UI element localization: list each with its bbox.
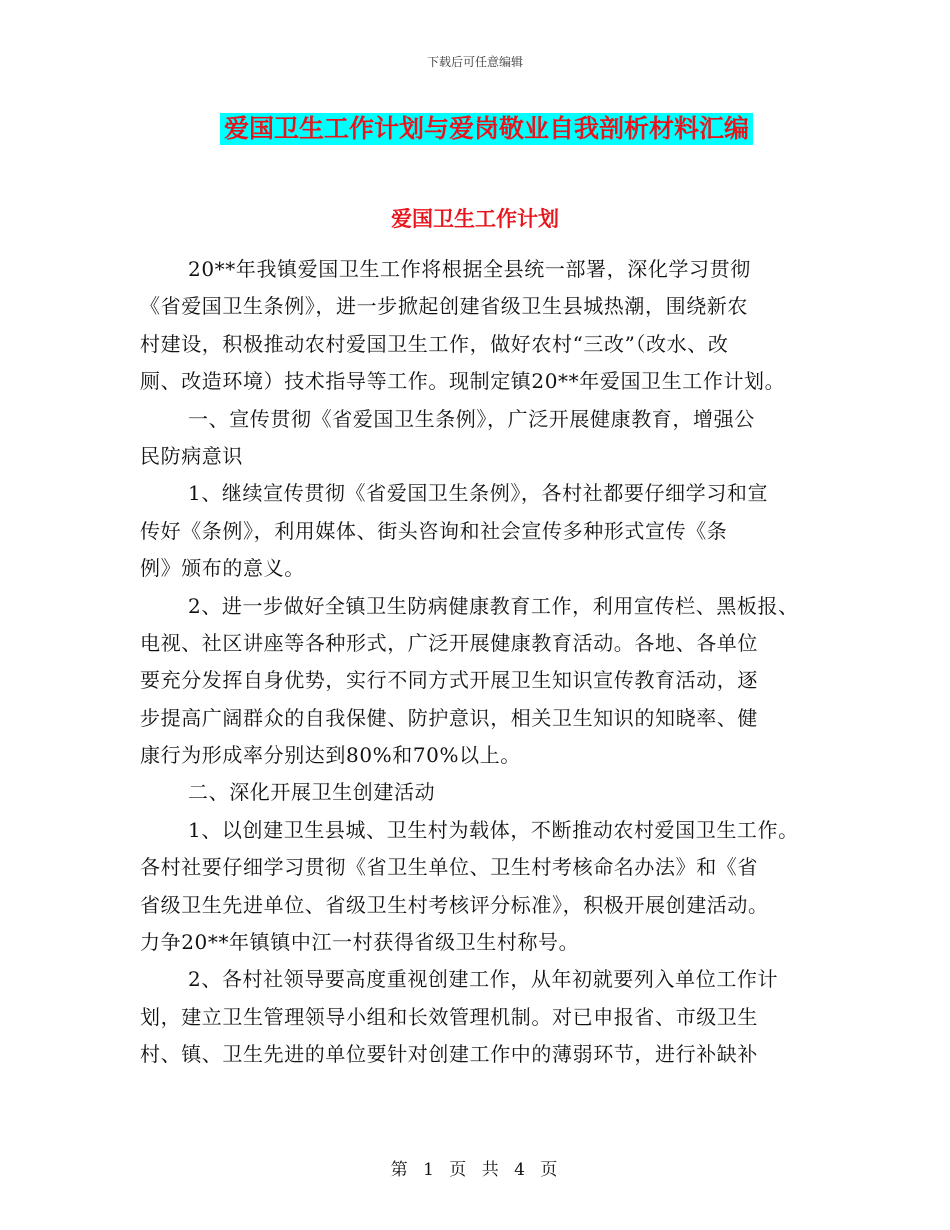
paragraph-line: 20**年我镇爱国卫生工作将根据全县统一部署，深化学习贯彻 [188,257,751,281]
paragraph-line: 村建设，积极推动农村爱国卫生工作，做好农村“三改”（改水、改 [140,331,729,356]
paragraph-line: 力争20**年镇镇中江一村获得省级卫生村称号。 [140,930,580,955]
paragraph-line: 要充分发挥自身优势，实行不同方式开展卫生知识宣传教育活动，逐 [140,668,758,693]
paragraph-line: 2、进一步做好全镇卫生防病健康教育工作，利用宣传栏、黑板报、 [188,593,799,618]
document-title: 爱国卫生工作计划与爱岗敬业自我剖析材料汇编 [220,113,753,145]
page-footer: 第 1 页 共 4 页 [390,1160,560,1180]
paragraph-line: 例》颁布的意义。 [140,556,305,581]
header-note: 下载后可任意编辑 [426,55,523,69]
paragraph-line: 康行为形成率分别达到80%和70%以上。 [140,743,521,768]
body-text [140,251,840,1074]
paragraph-line: 村、镇、卫生先进的单位要针对创建工作中的薄弱环节，进行补缺补 [140,1042,758,1067]
paragraph-line: 1、以创建卫生县城、卫生村为载体，不断推动农村爱国卫生工作。 [188,817,799,842]
paragraph-line: 2、各村社领导要高度重视创建工作，从年初就要列入单位工作计 [188,967,779,992]
paragraph-line: 省级卫生先进单位、省级卫生村考核评分标准》，积极开展创建活动。 [140,892,769,917]
heading-line: 二、深化开展卫生创建活动 [188,780,436,805]
paragraph-line: 各村社要仔细学习贯彻《省卫生单位、卫生村考核命名办法》和《省 [140,855,758,880]
paragraph-line: 步提高广阔群众的自我保健、防护意识，相关卫生知识的知晓率、健 [140,705,758,730]
paragraph-line: 电视、社区讲座等各种形式，广泛开展健康教育活动。各地、各单位 [140,630,758,655]
paragraph-line: 《省爱国卫生条例》，进一步掀起创建省级卫生县城热潮，围绕新农 [140,294,748,319]
paragraph-line: 传好《条例》，利用媒体、街头咨询和社会宣传多种形式宣传《条 [140,518,728,543]
paragraph-line: 划，建立卫生管理领导小组和长效管理机制。对已申报省、市级卫生 [140,1004,758,1029]
paragraph-line: 1、继续宣传贯彻《省爱国卫生条例》，各村社都要仔细学习和宣 [188,481,769,506]
paragraph-line: 厕、改造环境）技术指导等工作。现制定镇20**年爱国卫生工作计划。 [140,369,786,394]
heading-line: 一、宣传贯彻《省爱国卫生条例》，广泛开展健康教育，增强公 [188,406,755,431]
section-title: 爱国卫生工作计划 [391,207,559,231]
heading-line: 民防病意识 [140,443,243,468]
